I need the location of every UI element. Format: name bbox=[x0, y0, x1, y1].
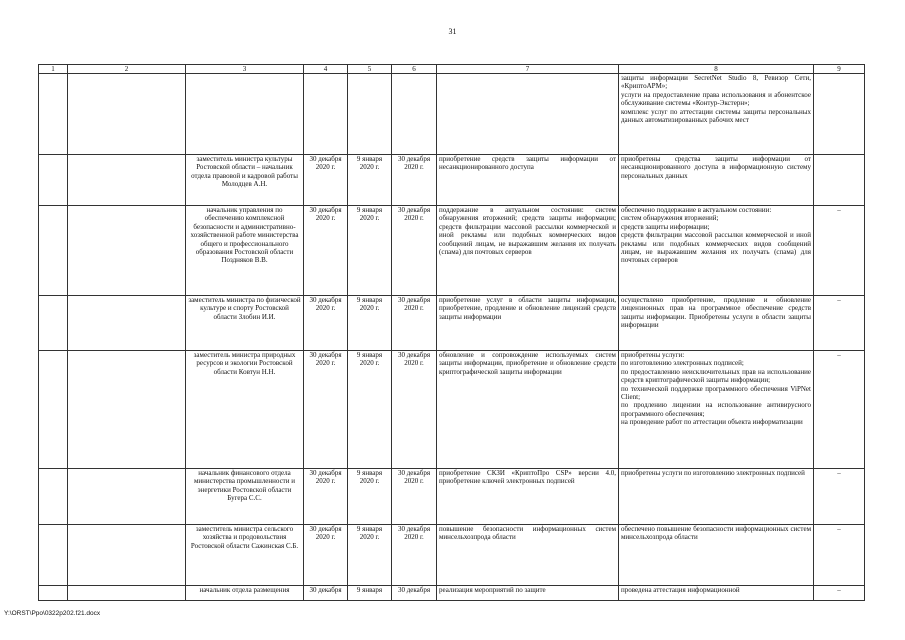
table-row bbox=[39, 586, 865, 601]
description-cell: обновление и сопровождение используемых систем защиты информации, приобретение и обновление средств криптографической защиты информации bbox=[437, 351, 619, 469]
results-cell bbox=[619, 296, 814, 351]
results-cell bbox=[619, 586, 814, 601]
note-cell bbox=[814, 74, 865, 155]
date-start-cell: 30 декабря 2020 г. bbox=[304, 525, 348, 586]
header-cell: 7 bbox=[437, 65, 619, 74]
position-cell: заместитель министра по физической культуре и спорту Ростовской области Злобин И.И. bbox=[186, 296, 304, 351]
date-end-cell: 9 января 2020 г. bbox=[348, 296, 392, 351]
date-report-cell: 30 декабря 2020 г. bbox=[392, 469, 437, 525]
position-cell: начальник отдела размещения bbox=[186, 586, 304, 601]
position-cell: заместитель министра природных ресурсов и экологии Ростовской области Ковтун Н.Н. bbox=[186, 351, 304, 469]
page-number: 31 bbox=[448, 27, 457, 36]
col1-cell bbox=[39, 351, 68, 469]
result-line: проведена аттестация информационной bbox=[621, 586, 740, 594]
result-line: обеспечено поддержание в актуальном состоянии: bbox=[621, 206, 772, 214]
result-line: на проведение работ по аттестации объекта информатизации bbox=[621, 418, 803, 427]
results-cell bbox=[619, 155, 814, 206]
header-cell: 9 bbox=[814, 65, 865, 74]
result-line: приобретены средства защиты информации от несанкционированного доступа в информационную систему персональных данных bbox=[621, 155, 811, 180]
date-start-cell: 30 декабря 2020 г. bbox=[304, 296, 348, 351]
result-line: средств фильтрации массовой рассылки коммерческой и иной рекламы или подобных коммерческих видов сообщений лицам, не выражавшим желания их получать (спама) для почтовых серверов bbox=[621, 231, 811, 265]
description-cell: реализация мероприятий по защите bbox=[437, 586, 619, 601]
date-start-cell: 30 декабря bbox=[304, 586, 348, 601]
header-cell: 3 bbox=[186, 65, 304, 74]
results-cell bbox=[619, 206, 814, 296]
result-line: по предоставлению неисключительных прав на использование средств криптографической защиты информации; bbox=[621, 367, 811, 385]
description-cell: приобретение услуг в области защиты информации, приобретение, продление и обновление лицензий средств защиты информации bbox=[437, 296, 619, 351]
result-line: услуги на предоставление права использования и абонентское обслуживание системы «Контур-Экстерн»; bbox=[621, 90, 811, 108]
date-end-cell: 9 января 2020 г. bbox=[348, 206, 392, 296]
table-row bbox=[39, 74, 865, 155]
header-row bbox=[39, 65, 865, 74]
results-cell bbox=[619, 469, 814, 525]
result-line: осуществлено приобретение, продление и обновление лицензионных прав на программное обеспечение средств защиты информации. Приобретены услуги в области защиты информации bbox=[621, 296, 811, 330]
description-cell: повышение безопасности информационных систем минсельхозпрода области bbox=[437, 525, 619, 586]
result-line: приобретены услуги: bbox=[621, 351, 685, 359]
note-cell: – bbox=[814, 586, 865, 601]
table-row bbox=[39, 351, 865, 469]
date-end-cell: 9 января 2020 г. bbox=[348, 351, 392, 469]
date-report-cell bbox=[392, 74, 437, 155]
col1-cell bbox=[39, 74, 68, 155]
date-start-cell: 30 декабря 2020 г. bbox=[304, 469, 348, 525]
col2-cell bbox=[68, 74, 186, 155]
col2-cell bbox=[68, 469, 186, 525]
description-cell: поддержание в актуальном состоянии: систем обнаружения вторжений; средств защиты информации; средств фильтрации массовой рассылки коммерческой и иной рекламы или подобных коммерческих видов сообщений лицам, не выражавшим желания их получать (спама) для почтовых серверов bbox=[437, 206, 619, 296]
date-start-cell: 30 декабря 2020 г. bbox=[304, 351, 348, 469]
col1-cell bbox=[39, 525, 68, 586]
date-report-cell: 30 декабря 2020 г. bbox=[392, 155, 437, 206]
note-cell: – bbox=[814, 206, 865, 296]
header-cell: 1 bbox=[39, 65, 68, 74]
position-cell: заместитель министра сельского хозяйства и продовольствия Ростовской области Сажинская С.Б. bbox=[186, 525, 304, 586]
position-cell: заместитель министра культуры Ростовской области – начальник отдела правовой и кадровой работы Молодцев А.Н. bbox=[186, 155, 304, 206]
description-cell bbox=[437, 74, 619, 155]
result-line: средств защиты информации; bbox=[621, 222, 710, 231]
col1-cell bbox=[39, 586, 68, 601]
description-cell: приобретение СКЗИ «КриптоПро CSP» версии 4.0, приобретение ключей электронных подписей bbox=[437, 469, 619, 525]
table-row bbox=[39, 525, 865, 586]
col2-cell bbox=[68, 525, 186, 586]
col2-cell bbox=[68, 296, 186, 351]
header-cell: 8 bbox=[619, 65, 814, 74]
result-line: систем обнаружения вторжений; bbox=[621, 214, 719, 223]
report-table bbox=[38, 64, 865, 601]
result-line: защиты информации SecretNet Studio 8, Ревизор Сети, «КриптоАРМ»; bbox=[621, 74, 811, 91]
result-line: приобретены услуги по изготовлению электронных подписей bbox=[621, 469, 805, 477]
header-cell: 2 bbox=[68, 65, 186, 74]
date-end-cell: 9 января 2020 г. bbox=[348, 469, 392, 525]
col1-cell bbox=[39, 206, 68, 296]
col1-cell bbox=[39, 155, 68, 206]
result-line: по технической поддержке программного обеспечения ViPNet Client; bbox=[621, 384, 811, 402]
col2-cell bbox=[68, 206, 186, 296]
position-cell: начальник управления по обеспечению комплексной безопасности и административно-хозяйственной работе министерства общего и профессионального образования Ростовской области Поздняков В.В. bbox=[186, 206, 304, 296]
table-row bbox=[39, 296, 865, 351]
note-cell: – bbox=[814, 296, 865, 351]
date-report-cell: 30 декабря 2020 г. bbox=[392, 351, 437, 469]
note-cell bbox=[814, 155, 865, 206]
date-end-cell: 9 января bbox=[348, 586, 392, 601]
date-start-cell: 30 декабря 2020 г. bbox=[304, 206, 348, 296]
date-report-cell: 30 декабря 2020 г. bbox=[392, 296, 437, 351]
date-start-cell: 30 декабря 2020 г. bbox=[304, 155, 348, 206]
description-cell: приобретение средств защиты информации от несанкционированного доступа bbox=[437, 155, 619, 206]
date-end-cell: 9 января 2020 г. bbox=[348, 525, 392, 586]
result-line: комплекс услуг по аттестации системы защиты персональных данных автоматизированных рабочих мест bbox=[621, 107, 811, 125]
col1-cell bbox=[39, 469, 68, 525]
note-cell: – bbox=[814, 525, 865, 586]
date-report-cell: 30 декабря 2020 г. bbox=[392, 206, 437, 296]
col2-cell bbox=[68, 351, 186, 469]
position-cell bbox=[186, 74, 304, 155]
results-cell bbox=[619, 74, 814, 155]
col2-cell bbox=[68, 155, 186, 206]
table-row bbox=[39, 469, 865, 525]
note-cell: – bbox=[814, 351, 865, 469]
note-cell: – bbox=[814, 469, 865, 525]
date-end-cell bbox=[348, 74, 392, 155]
header-cell: 4 bbox=[304, 65, 348, 74]
result-line: обеспечено повышение безопасности информационных систем минсельхозпрода области bbox=[621, 525, 811, 542]
col1-cell bbox=[39, 296, 68, 351]
table-row bbox=[39, 155, 865, 206]
date-end-cell: 9 января 2020 г. bbox=[348, 155, 392, 206]
table-row bbox=[39, 206, 865, 296]
header-cell: 5 bbox=[348, 65, 392, 74]
position-cell: начальник финансового отдела министерства промышленности и энергетики Ростовской области Бугера С.С. bbox=[186, 469, 304, 525]
result-line: по изготовлению электронных подписей; bbox=[621, 359, 744, 368]
date-report-cell: 30 декабря bbox=[392, 586, 437, 601]
footer-file-path: Y:\ORST\Ppo\0322p202.f21.docx bbox=[4, 610, 101, 617]
result-line: по продлению лицензии на использование антивирусного программного обеспечения; bbox=[621, 401, 811, 418]
date-start-cell bbox=[304, 74, 348, 155]
col2-cell bbox=[68, 586, 186, 601]
results-cell bbox=[619, 525, 814, 586]
results-cell bbox=[619, 351, 814, 469]
date-report-cell: 30 декабря 2020 г. bbox=[392, 525, 437, 586]
header-cell: 6 bbox=[392, 65, 437, 74]
